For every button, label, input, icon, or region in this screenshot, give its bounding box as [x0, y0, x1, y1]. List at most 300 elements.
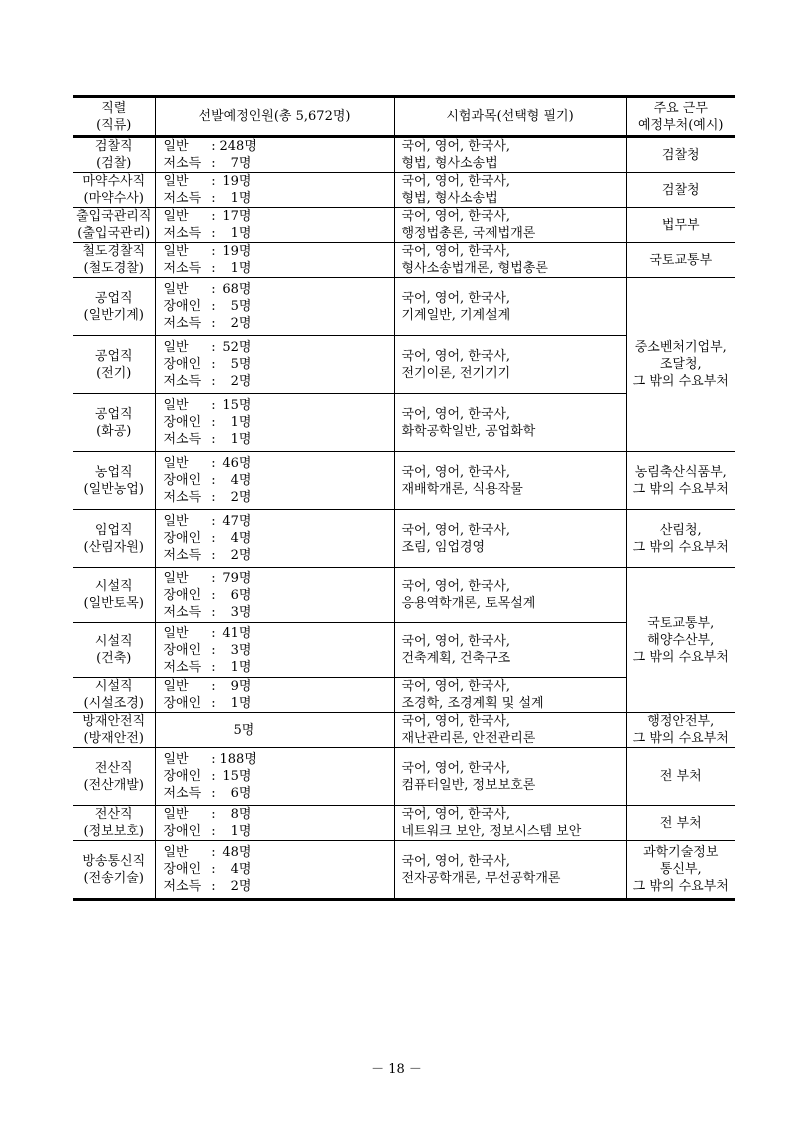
quota-line: [164, 678, 394, 695]
text-line: 행정안전부,: [647, 714, 715, 729]
dept-cell: [626, 510, 735, 568]
quota-cell: [155, 452, 394, 510]
quota-separator: :: [211, 659, 216, 675]
quota-separator: :: [211, 473, 216, 488]
text-line: 산림청,: [659, 522, 702, 538]
quota-count: 9명: [230, 679, 252, 694]
quota-line: [164, 751, 394, 768]
quota-line: [164, 695, 394, 712]
quota-label: 장애인: [163, 357, 202, 372]
text-line: 전산직: [94, 760, 133, 776]
dept-cell: [626, 568, 735, 713]
quota-separator: :: [211, 786, 216, 801]
text-line: 국어, 영어, 한국사,: [401, 464, 511, 480]
text-line: 전산직: [94, 807, 133, 822]
quota-line: [164, 173, 394, 190]
quota-line: [164, 513, 394, 530]
quota-cell: [155, 510, 394, 568]
quota-count: 48명: [222, 845, 252, 860]
subjects-cell: [394, 623, 626, 678]
quota-separator: :: [211, 156, 216, 171]
quota-label: 저소득: [163, 374, 202, 389]
quota-label: 일반: [163, 514, 189, 529]
text-line: 컴퓨터일반, 정보보호론: [401, 777, 536, 793]
text-line: (화공): [96, 423, 132, 439]
text-line: 국어, 영어, 한국사,: [401, 760, 511, 776]
quota-label: 일반: [163, 679, 189, 694]
quota-separator: :: [211, 174, 216, 189]
quota-count: 8명: [230, 807, 252, 822]
text-line: (산림자원): [83, 539, 144, 555]
quota-count: 188명: [219, 752, 257, 767]
quota-count: 2명: [230, 548, 252, 563]
text-line: (전송기술): [83, 870, 144, 886]
table-row: [73, 173, 735, 208]
text-line: 검찰청: [661, 147, 700, 163]
dept-cell: [626, 208, 735, 243]
job-cell: [73, 713, 155, 748]
quota-count: 4명: [230, 531, 252, 546]
dept-cell: [626, 278, 735, 452]
text-line: 조경학, 조경계획 및 설계: [401, 696, 544, 711]
text-line: 그 밖의 수요부처: [632, 731, 729, 746]
quota-separator: :: [211, 209, 216, 224]
text-line: 중소벤처기업부,: [634, 340, 727, 355]
text-line: 방재안전직: [82, 714, 146, 729]
text-line: 공업직: [94, 406, 133, 422]
quota-label: 저소득: [163, 786, 202, 801]
quota-separator: :: [211, 398, 216, 413]
quota-label: 저소득: [163, 548, 202, 563]
quota-count: 248명: [219, 139, 257, 154]
text-line: 국어, 영어, 한국사,: [401, 174, 511, 189]
quota-count: 1명: [230, 432, 252, 447]
text-line: 공업직: [94, 348, 133, 364]
quota-line: [164, 431, 394, 448]
text-line: 국어, 영어, 한국사,: [401, 807, 511, 822]
job-cell: [73, 394, 155, 452]
text-line: 철도경찰직: [82, 244, 146, 259]
quota-line: [164, 604, 394, 621]
quota-count: 47명: [222, 514, 252, 529]
quota-cell: [155, 841, 394, 900]
quota-count: 1명: [230, 261, 252, 276]
text-line: 농림축산식품부,: [634, 464, 727, 480]
quota-count: 4명: [230, 473, 252, 488]
quota-separator: :: [211, 340, 216, 355]
text-line: (일반토목): [83, 596, 144, 611]
quota-separator: :: [211, 357, 216, 372]
quota-separator: :: [211, 514, 216, 529]
quota-label: 저소득: [163, 432, 202, 447]
quota-label: 일반: [163, 625, 189, 641]
dept-cell: [626, 137, 735, 173]
quota-separator: :: [211, 415, 216, 430]
quota-cell: [155, 336, 394, 394]
quota-line: [164, 489, 394, 506]
quota-cell: [155, 394, 394, 452]
text-line: (일반농업): [83, 481, 144, 497]
quota-cell: [155, 713, 394, 748]
text-line: 국어, 영어, 한국사,: [401, 853, 511, 869]
job-cell: [73, 173, 155, 208]
quota-separator: :: [211, 139, 216, 154]
quota-separator: :: [211, 807, 216, 822]
dept-cell: [626, 243, 735, 278]
quota-count: 19명: [222, 244, 252, 259]
text-line: 국어, 영어, 한국사,: [401, 679, 511, 694]
quota-separator: :: [211, 299, 216, 314]
text-line: 농업직: [94, 464, 133, 480]
quota-separator: :: [211, 570, 216, 586]
text-line: 재배학개론, 식용작물: [401, 481, 523, 497]
quota-line: [164, 356, 394, 373]
text-line: 그 밖의 수요부처: [632, 539, 729, 555]
quota-label: 일반: [163, 570, 189, 586]
text-line: 형법, 형사소송법: [401, 156, 498, 171]
quota-line: [164, 298, 394, 315]
quota-label: 저소득: [163, 316, 202, 331]
text-line: 국어, 영어, 한국사,: [401, 522, 511, 538]
quota-label: 일반: [163, 807, 189, 822]
quota-label: 일반: [163, 398, 189, 413]
text-line: 그 밖의 수요부처: [632, 879, 729, 894]
text-line: 국토교통부,: [647, 615, 715, 631]
quota-label: 장애인: [163, 531, 202, 546]
quota-cell: [155, 748, 394, 806]
text-line: 그 밖의 수요부처: [632, 481, 729, 497]
text-line: (검찰): [96, 156, 132, 171]
quota-separator: :: [211, 490, 216, 505]
quota-label: 일반: [163, 174, 189, 189]
table-row: [73, 748, 735, 806]
job-cell: [73, 841, 155, 900]
text-line: (방재안전): [83, 731, 144, 746]
subjects-cell: [394, 452, 626, 510]
quota-line: [164, 190, 394, 207]
quota-line: [164, 625, 394, 642]
quota-count: 5명: [230, 299, 252, 314]
quota-cell: [155, 137, 394, 173]
quota-cell: [155, 173, 394, 208]
quota-count: 5명: [230, 357, 252, 372]
header-quota: 선발예정인원(총 5,672명): [155, 97, 394, 137]
quota-label: 장애인: [163, 862, 202, 877]
dept-cell: [626, 841, 735, 900]
text-line: (시설조경): [83, 696, 144, 711]
quota-count: 1명: [230, 659, 252, 675]
text-line: 국어, 영어, 한국사,: [401, 290, 511, 306]
subjects-cell: [394, 510, 626, 568]
text-line: 해양수산부,: [647, 632, 715, 648]
subjects-cell: [394, 394, 626, 452]
quota-count: 19명: [222, 174, 252, 189]
table-row: [73, 806, 735, 841]
quota-count: 2명: [230, 316, 252, 331]
subjects-cell: [394, 243, 626, 278]
quota-count: 15명: [222, 398, 252, 413]
quota-count: 2명: [230, 879, 252, 894]
quota-count: 15명: [222, 769, 252, 784]
text-line: (마약수사): [83, 191, 144, 206]
job-cell: [73, 208, 155, 243]
text-line: 국어, 영어, 한국사,: [401, 714, 511, 729]
quota-label: 저소득: [163, 156, 202, 171]
text-line: 마약수사직: [82, 174, 146, 189]
job-cell: [73, 748, 155, 806]
table-row: [73, 208, 735, 243]
quota-line: [164, 315, 394, 332]
quota-line: [164, 373, 394, 390]
quota-cell: [155, 678, 394, 713]
text-line: (정보보호): [83, 824, 144, 839]
quota-label: 일반: [163, 845, 189, 860]
job-cell: [73, 568, 155, 623]
quota-label: 장애인: [163, 824, 202, 839]
quota-separator: :: [211, 531, 216, 546]
subjects-cell: [394, 208, 626, 243]
quota-line: [164, 785, 394, 802]
quota-separator: :: [211, 191, 216, 206]
subjects-cell: [394, 336, 626, 394]
quota-label: 저소득: [163, 191, 202, 206]
text-line: 전 부처: [659, 769, 702, 784]
text-line: 전자공학개론, 무선공학개론: [401, 870, 561, 886]
quota-label: 장애인: [163, 642, 202, 658]
quota-line: [164, 339, 394, 356]
text-line: 형사소송법개론, 형법총론: [401, 261, 548, 276]
text-line: 국어, 영어, 한국사,: [401, 139, 511, 154]
table-header-row: [73, 97, 735, 137]
quota-separator: :: [211, 548, 216, 563]
quota-line: [164, 472, 394, 489]
job-cell: [73, 623, 155, 678]
quota-count: 1명: [230, 226, 252, 241]
quota-count: 1명: [230, 824, 252, 839]
quota-line: [164, 260, 394, 277]
quota-line: [164, 878, 394, 895]
text-line: 국어, 영어, 한국사,: [401, 244, 511, 259]
quota-line: [164, 208, 394, 225]
quota-separator: :: [211, 244, 216, 259]
text-line: 재난관리론, 안전관리론: [401, 731, 536, 746]
quota-label: 일반: [163, 282, 189, 297]
quota-line: [164, 861, 394, 878]
text-line: 국토교통부: [649, 252, 713, 268]
text-line: 행정법총론, 국제법개론: [401, 226, 536, 241]
text-line: 국어, 영어, 한국사,: [401, 348, 511, 364]
dept-cell: [626, 713, 735, 748]
quota-count: 6명: [230, 587, 252, 603]
table-row: [73, 278, 735, 336]
table-row: [73, 713, 735, 748]
table-row: [73, 841, 735, 900]
text-line: 기계일반, 기계설계: [401, 307, 511, 323]
quota-separator: :: [211, 374, 216, 389]
header-subjects: 시험과목(선택형 필기): [394, 97, 626, 137]
subjects-cell: [394, 841, 626, 900]
quota-cell: [155, 568, 394, 623]
quota-separator: :: [211, 679, 216, 694]
quota-separator: :: [211, 824, 216, 839]
text-line: 방송통신직: [82, 853, 146, 869]
job-cell: [73, 137, 155, 173]
quota-separator: :: [211, 282, 216, 297]
quota-count: 79명: [222, 570, 252, 586]
text-line: 건축계획, 건축구조: [401, 651, 511, 666]
text-line: 네트워크 보안, 정보시스템 보안: [401, 824, 582, 839]
quota-label: 일반: [163, 752, 189, 767]
text-line: 전기이론, 전기기기: [401, 365, 511, 381]
subjects-cell: [394, 173, 626, 208]
quota-line: [164, 243, 394, 260]
quota-count: 3명: [230, 642, 252, 658]
quota-line: [164, 397, 394, 414]
quota-label: 저소득: [163, 490, 202, 505]
text-line: 임업직: [94, 522, 133, 538]
job-cell: [73, 678, 155, 713]
quota-line: [164, 138, 394, 155]
text-line: (철도경찰): [83, 261, 144, 276]
quota-label: 장애인: [163, 415, 202, 430]
quota-line: [164, 547, 394, 564]
text-line: 법무부: [661, 217, 700, 233]
quota-label: 장애인: [163, 696, 202, 711]
header-job: 직렬 (직류): [73, 97, 155, 137]
text-line: 공업직: [94, 290, 133, 306]
quota-count: 2명: [230, 374, 252, 389]
text-line: 국어, 영어, 한국사,: [401, 406, 511, 422]
text-line: 전 부처: [659, 815, 702, 831]
quota-line: [164, 659, 394, 676]
dept-cell: [626, 748, 735, 806]
quota-separator: :: [211, 752, 216, 767]
quota-separator: :: [211, 432, 216, 447]
quota-line: [164, 844, 394, 861]
quota-separator: :: [211, 696, 216, 711]
text-line: 조달청,: [659, 357, 702, 372]
text-line: 검찰청: [661, 182, 700, 198]
text-line: (출입국관리): [77, 226, 151, 241]
subjects-cell: [394, 568, 626, 623]
table-row: [73, 452, 735, 510]
quota-line: [164, 806, 394, 823]
quota-separator: :: [211, 642, 216, 658]
dept-cell: [626, 173, 735, 208]
quota-cell: [155, 623, 394, 678]
table-row: [73, 243, 735, 278]
job-cell: [73, 243, 155, 278]
quota-cell: [155, 208, 394, 243]
quota-line: [164, 587, 394, 604]
text-line: (전기): [96, 365, 132, 381]
quota-label: 장애인: [163, 587, 202, 603]
subjects-cell: [394, 806, 626, 841]
quota-separator: :: [211, 879, 216, 894]
text-line: 검찰직: [94, 139, 133, 154]
quota-cell: [155, 278, 394, 336]
quota-separator: :: [211, 316, 216, 331]
quota-line: [164, 570, 394, 587]
text-line: 과학기술정보: [643, 845, 719, 860]
text-line: 시설직: [94, 579, 133, 594]
text-line: 화학공학일반, 공업화학: [401, 423, 536, 439]
quota-label: 저소득: [163, 226, 202, 241]
text-line: 그 밖의 수요부처: [632, 374, 729, 389]
quota-line: [164, 414, 394, 431]
quota-separator: :: [211, 862, 216, 877]
quota-count: 1명: [230, 415, 252, 430]
quota-label: 저소득: [163, 261, 202, 276]
quota-line: [164, 823, 394, 840]
quota-count: 1명: [230, 696, 252, 711]
quota-line: [164, 768, 394, 785]
quota-line: [164, 642, 394, 659]
quota-count: 7명: [230, 156, 252, 171]
text-line: 조림, 임업경영: [401, 539, 486, 555]
quota-label: 저소득: [163, 604, 202, 620]
text-line: 형법, 형사소송법: [401, 191, 498, 206]
job-cell: [73, 806, 155, 841]
quota-separator: :: [211, 769, 216, 784]
quota-separator: :: [211, 226, 216, 241]
text-line: 국어, 영어, 한국사,: [401, 579, 511, 594]
quota-label: 일반: [163, 456, 189, 471]
quota-label: 장애인: [163, 473, 202, 488]
page-number: － 18 －: [371, 1062, 422, 1077]
quota-count: 4명: [230, 862, 252, 877]
job-cell: [73, 452, 155, 510]
quota-separator: :: [211, 261, 216, 276]
quota-count: 3명: [230, 604, 252, 620]
quota-count: 17명: [222, 209, 252, 224]
quota-label: 저소득: [163, 879, 202, 894]
text-line: 통신부,: [659, 862, 702, 877]
subjects-cell: [394, 748, 626, 806]
quota-label: 일반: [163, 139, 189, 154]
quota-line: [164, 281, 394, 298]
recruitment-table: [73, 95, 735, 901]
table-row: [73, 568, 735, 623]
text-line: 국어, 영어, 한국사,: [401, 634, 511, 649]
quota-separator: :: [211, 604, 216, 620]
quota-label: 일반: [163, 209, 189, 224]
job-cell: [73, 336, 155, 394]
quota-separator: :: [211, 456, 216, 471]
quota-separator: :: [211, 587, 216, 603]
quota-label: 일반: [163, 340, 189, 355]
quota-cell: [155, 806, 394, 841]
quota-count: 6명: [230, 786, 252, 801]
text-line: (일반기계): [83, 307, 144, 323]
quota-label: 일반: [163, 244, 189, 259]
quota-separator: :: [211, 845, 216, 860]
job-cell: [73, 278, 155, 336]
quota-line: [164, 530, 394, 547]
text-line: 출입국관리직: [76, 209, 152, 224]
header-dept: 주요 근무 예정부처(예시): [626, 97, 735, 137]
quota-count: 52명: [222, 340, 252, 355]
subjects-cell: [394, 678, 626, 713]
subjects-cell: [394, 278, 626, 336]
quota-line: [164, 155, 394, 172]
text-line: 시설직: [94, 634, 133, 649]
dept-cell: [626, 806, 735, 841]
table-row: [73, 137, 735, 173]
quota-count: 68명: [222, 282, 252, 297]
quota-label: 저소득: [163, 659, 202, 675]
text-line: (전산개발): [83, 777, 144, 793]
